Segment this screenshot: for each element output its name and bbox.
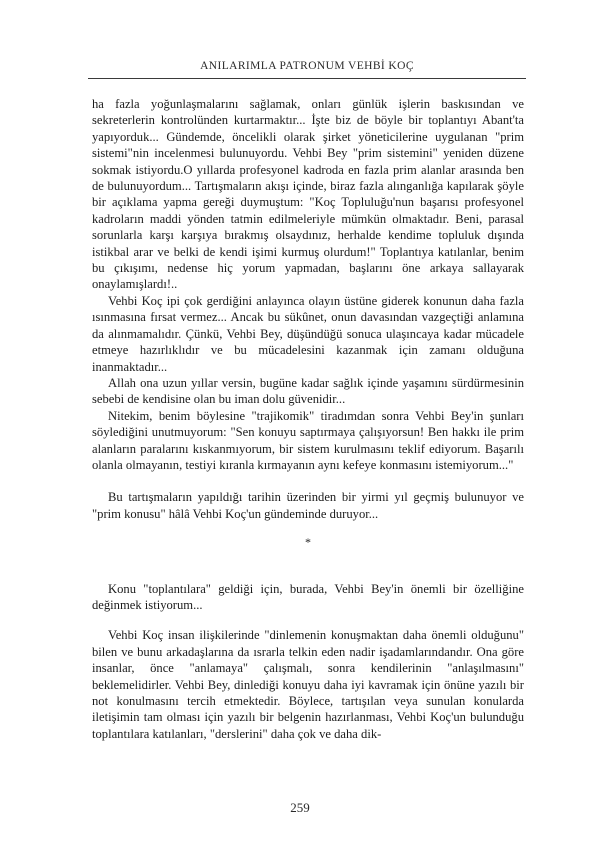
running-head: ANILARIMLA PATRONUM VEHBİ KOÇ <box>200 60 414 72</box>
paragraph: Allah ona uzun yıllar versin, bugüne kadar sağlık içinde yaşamını sürdürmesinin sebebi de kendisine olan bu iman dolu güvenidir... <box>92 375 524 407</box>
paragraph: Nitekim, benim böylesine "trajikomik" tiradımdan sonra Vehbi Bey'in şunları söylediğini unutmuyorum: "Sen konuyu saptırmaya çalışıyorsun! Ben hakkı ile prim alanların paralarını kıskanmıyorum, bir sistem kurulmasını teklif ediyorum. Başarılı olanla olmayanın, testiyi kıranla kırmayanın aynı kefeye konmasını istemiyorum..." <box>92 408 524 472</box>
page-number: 259 <box>290 800 310 815</box>
paragraph: Vehbi Koç ipi çok gerdiğini anlayınca olayın üstüne giderek konunun daha fazla ısınmasına fırsat vermez... Ancak bu sükûnet, onun davasından vazgeçtiği anlamına da alınmamalıdır. Çünkü, Vehbi Bey, düşündüğü sonuca ulaşıncaya kadar mücadele etmeye hazırlıklıdır ve bu mücadelesini kazanmak için zamanı olduğuna inanmaktadır... <box>92 293 524 374</box>
paragraph: Konu "toplantılara" geldiği için, burada, Vehbi Bey'in önemli bir özelliğine değinmek istiyorum... <box>92 581 524 612</box>
section-separator: * <box>305 535 311 550</box>
paragraph: Vehbi Koç insan ilişkilerinde "dinlemenin konuşmaktan daha önemli olduğunu" bilen ve bunu arkadaşlarına da ısrarla telkin eden nadir işadamlarındandır. Ona göre insanlar, önce "anlamaya" çalışmalı, sonra kendilerinin "anlaşılmasını" beklemelidirler. Vehbi Bey, dinlediği konuyu daha iyi kavramak için önüne yazılı bir not konulmasını tercih etmektedir. Böylece, tartışılan veya sunulan konularda iletişimin tam olması için yazılı bir belgenin hazırlanması, Vehbi Koç'un bulunduğu toplantılara katılanları, "derslerini" daha çok ve daha dik- <box>92 628 524 741</box>
paragraph-continuation: ha fazla yoğunlaşmalarını sağlamak, onları günlük işlerin baskısından ve sekreterlerin kontrolünden kurtarmaktır... İşte biz de böyle bir toplantıyı Abant'ta yapıyorduk... Gündemde, öncelikli olarak şirket yöneticilerine uygulanan "prim sistemi"nin incelenmesi bulunuyordu. Vehbi Bey "prim sistemini" yeniden düzene sokmak istiyordu.O yıllarda profesyonel kadroda en fazla prim alanlar arasında ben de bulunuyordum... Tartışmaların akışı içinde, biraz fazla alınganlığa kapılarak şöyle bir açıklama yapma gereği duymuştum: "Koç Topluluğu'nun başarısı profesyonel kadroların maddi yönden tatmin edilmeleriyle mümkün olmaktadır. Beni, parasal sorunlarla karşı karşıya bırakmış olsaydınız, herhalde kendime topluluk dışında istikbal arar ve belki de kendi işimi kurmuş olurdum!" Toplantıya katılanlar, benim bu çıkışımı, nedense hiç yorum yapmadan, başlarını öne arkaya sallayarak onaylamışlardı!.. <box>92 97 524 292</box>
header-rule <box>88 78 526 79</box>
body-text <box>92 96 524 742</box>
paragraph: Bu tartışmaların yapıldığı tarihin üzerinden bir yirmi yıl geçmiş bulunuyor ve "prim konusu" hâlâ Vehbi Koç'un gündeminde duruyor... <box>92 490 524 521</box>
